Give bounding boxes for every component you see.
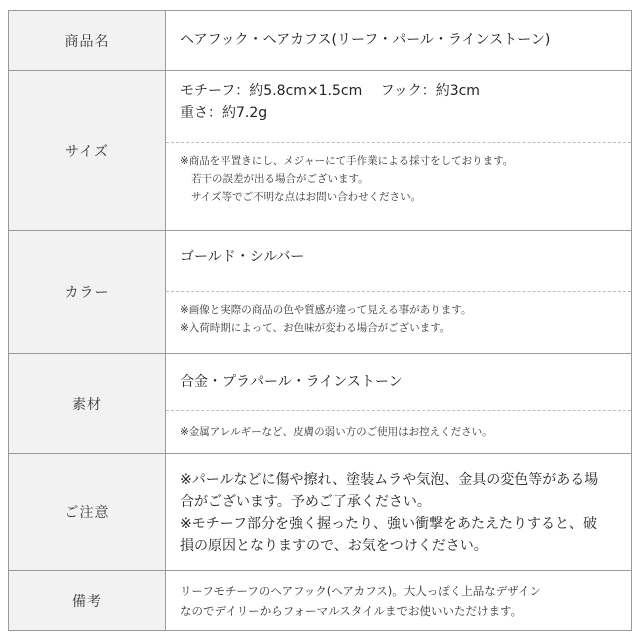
content-color [166, 231, 631, 353]
size-line: モチーフ：約5.8cm×1.5cm フック：約3cm [180, 83, 480, 99]
row-color [9, 231, 631, 354]
remarks-text [166, 581, 631, 621]
caution-line: 損の原因となりますので、お気をつけください。 [180, 538, 488, 554]
remarks-line: なのでデイリーからフォーマルスタイルまでお使いいただけます。 [180, 604, 523, 618]
color-notes [166, 291, 631, 353]
label-caution: ご注意 [9, 454, 166, 570]
note-line: 若干の誤差が出る場合がございます。 [191, 173, 369, 185]
content-remarks [166, 571, 631, 630]
note-line: ※商品を平置きにし、メジャーにて手作業による採寸をしております。 [180, 155, 514, 167]
content-material [166, 354, 631, 453]
material-value: 合金・プラパール・ラインストーン [180, 374, 403, 390]
product-name-value: ヘアフック・ヘアカフス(リーフ・パール・ラインストーン) [180, 32, 551, 48]
label-remarks: 備考 [9, 571, 166, 630]
spec-table [8, 10, 632, 631]
content-size [166, 71, 631, 230]
size-dimensions [166, 80, 631, 124]
row-caution [9, 454, 631, 571]
row-material [9, 354, 631, 454]
caution-line: ※パールなどに傷や擦れ、塗装ムラや気泡、金具の変色等がある場 [180, 472, 599, 488]
label-product-name: 商品名 [9, 11, 166, 70]
remarks-line: リーフモチーフのヘアフック(ヘアカフス)。大人っぽく上品なデザイン [180, 584, 541, 598]
row-product-name [9, 11, 631, 71]
size-line: 重さ：約7.2g [180, 105, 268, 121]
content-caution [166, 454, 631, 570]
color-value: ゴールド・シルバー [180, 249, 305, 265]
label-material: 素材 [9, 354, 166, 453]
caution-line: 合がございます。予めご了承ください。 [180, 494, 431, 510]
note-line: ※入荷時期によって、お色味が変わる場合がございます。 [180, 322, 451, 334]
note-line: ※金属アレルギーなど、皮膚の弱い方のご使用はお控えください。 [180, 426, 493, 438]
row-remarks [9, 571, 631, 630]
caution-text [166, 469, 631, 557]
note-line: サイズ等でご不明な点はお問い合わせください。 [191, 191, 422, 203]
row-size [9, 71, 631, 231]
label-color: カラー [9, 231, 166, 353]
caution-line: ※モチーフ部分を強く握ったり、強い衝撃をあたえたりすると、破 [180, 516, 598, 532]
size-notes [166, 142, 631, 230]
content-product-name [166, 11, 631, 70]
material-notes [166, 410, 631, 453]
label-size: サイズ [9, 71, 166, 230]
note-line: ※画像と実際の商品の色や質感が違って見える事があります。 [180, 304, 472, 316]
